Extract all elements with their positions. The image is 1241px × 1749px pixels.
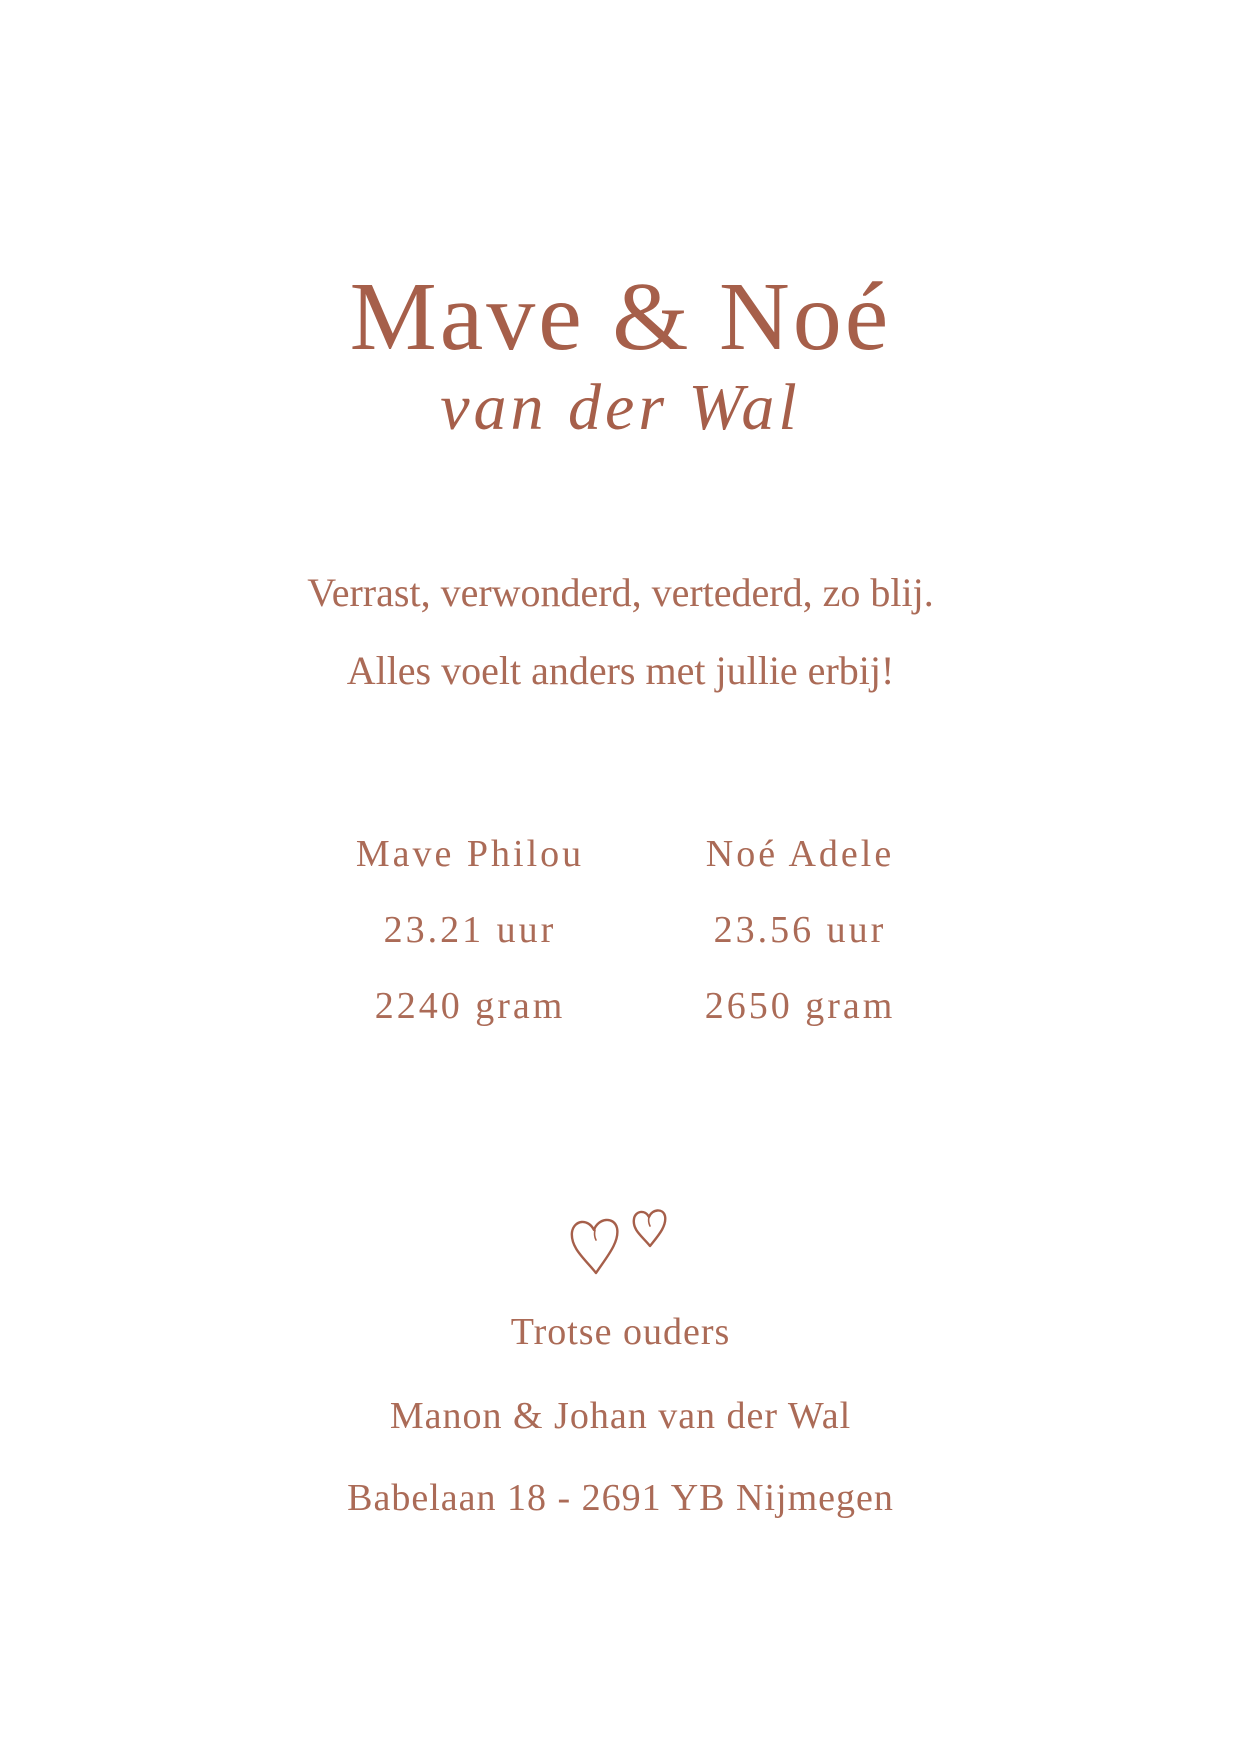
card-title: Mave & Noé xyxy=(349,263,892,371)
baby-column-second xyxy=(630,830,970,1058)
surname-script: van der Wal xyxy=(440,371,801,444)
baby-column-first xyxy=(300,830,640,1058)
baby-name: Noé Adele xyxy=(705,833,895,875)
two-hearts-icon xyxy=(564,1188,684,1278)
baby-details xyxy=(0,830,1241,1060)
poem-line-1: Verrast, verwonderd, vertederd, zo blij. xyxy=(307,570,934,615)
baby-birth-time: 23.56 uur xyxy=(713,909,887,951)
baby-name: Mave Philou xyxy=(355,833,585,875)
poem-line-2: Alles voelt anders met jullie erbij! xyxy=(346,648,895,693)
address: Babelaan 18 - 2691 YB Nijmegen xyxy=(347,1477,894,1519)
parents-names: Manon & Johan van der Wal xyxy=(389,1395,852,1437)
baby-weight: 2240 gram xyxy=(374,985,566,1027)
footer-label: Trotse ouders xyxy=(510,1311,731,1353)
baby-birth-time: 23.21 uur xyxy=(383,909,557,951)
baby-weight: 2650 gram xyxy=(704,985,896,1027)
